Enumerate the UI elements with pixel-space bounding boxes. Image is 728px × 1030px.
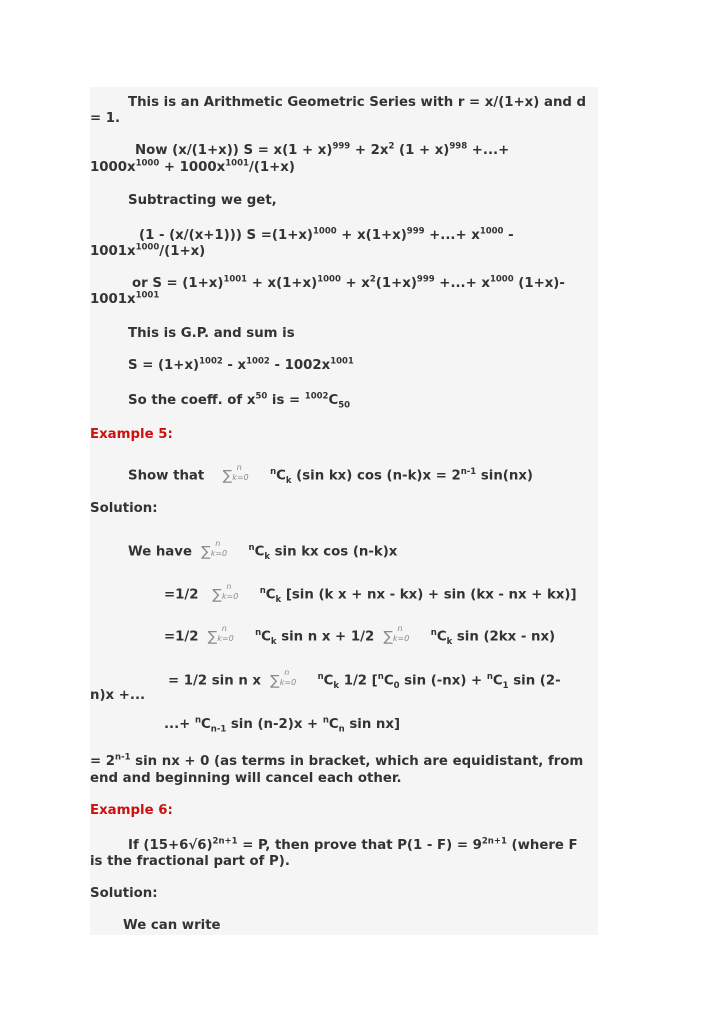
example-6-heading: Example 6:: [90, 803, 173, 818]
text-line: We can write: [123, 918, 221, 933]
text-line: n)x +...: [90, 688, 146, 703]
text-line: =1/2 n ∑k=0 $^nC_k$ [sin (k x + nx - kx) + sin (kx - nx + kx)]: [164, 582, 577, 606]
text-line: (1 - (x/(x+1))) $S =(1+x)^{1000} + x(1+x)^{999}$ +...+ $x^{1000}$ -: [139, 226, 514, 243]
text-line: is the fractional part of P).: [90, 854, 290, 869]
text-line: We have n ∑k=0 $^nC_k$ sin kx cos (n-k)x: [128, 539, 398, 563]
text-line: = $2^{n-1}$ sin nx + 0 (as terms in bracket, which are equidistant, from: [90, 752, 584, 769]
text-line: This is an Arithmetic Geometric Series with r = x/(1+x) and d: [128, 95, 587, 110]
text-line: $S = (1+x)^{1002} - x^{1002} - 1002x^{1001}$: [128, 356, 354, 373]
text-line: = 1/2 sin n x n ∑k=0 $^nC_k$ 1/2 [$^nC_0$ $\sin (-nx) + ^nC_1$ sin (2-: [168, 668, 561, 692]
summation-image: n ∑k=0: [222, 463, 249, 484]
text-line: Now (x/(1+x)) $S = x(1 + x)^{999} + 2x^2$ $(1 + x)^{998}$ +...+: [135, 141, 510, 158]
text-line: If $(15+6√6)^{2n+1} = P$, then prove that $P(1 - F) = 9^{2n+1}$ (where F: [128, 836, 578, 853]
summation-image: n ∑k=0: [270, 668, 297, 689]
summation-image: n ∑k=0: [383, 624, 410, 645]
solution-heading: Solution:: [90, 886, 158, 901]
example-5-heading: Example 5:: [90, 427, 173, 442]
text-line: Show that n ∑k=0 $^nC_k$ (sin kx) $\cos (n-k)x = 2^{n-1}$ sin(nx): [128, 463, 533, 487]
text-line: $1001x^{1001}$: [90, 290, 160, 307]
text-line: $1001x^{1000}/(1+x)$: [90, 242, 206, 259]
text-line: = 1.: [90, 111, 121, 126]
text-line: Subtracting we get,: [128, 193, 277, 208]
summation-image: n ∑k=0: [212, 582, 239, 603]
text-line: ...+ $^nC_{n-1}$ $\sin (n-2)x + ^nC_n$ sin nx]: [164, 715, 401, 735]
text-line: This is G.P. and sum is: [128, 326, 295, 341]
summation-image: n ∑k=0: [207, 624, 234, 645]
solution-heading: Solution:: [90, 501, 158, 516]
text-line: =1/2 n ∑k=0 $^nC_k$ sin n x + 1/2 n ∑k=0 $^nC_k$ sin (2kx - nx): [164, 624, 556, 648]
text-line: end and beginning will cancel each other.: [90, 771, 402, 786]
summation-image: n ∑k=0: [201, 539, 228, 560]
text-line: $1000x^{1000} + 1000x^{1001}/(1+x)$: [90, 158, 295, 175]
text-line: or $S = (1+x)^{1001} + x(1+x)^{1000} + x^2(1+x)^{999}$ +...+ $x^{1000}$ (1+x)-: [132, 274, 565, 291]
text-line: So the coeff. of $x^{50}$ is = $^{1002}C_{50}$: [128, 391, 351, 411]
